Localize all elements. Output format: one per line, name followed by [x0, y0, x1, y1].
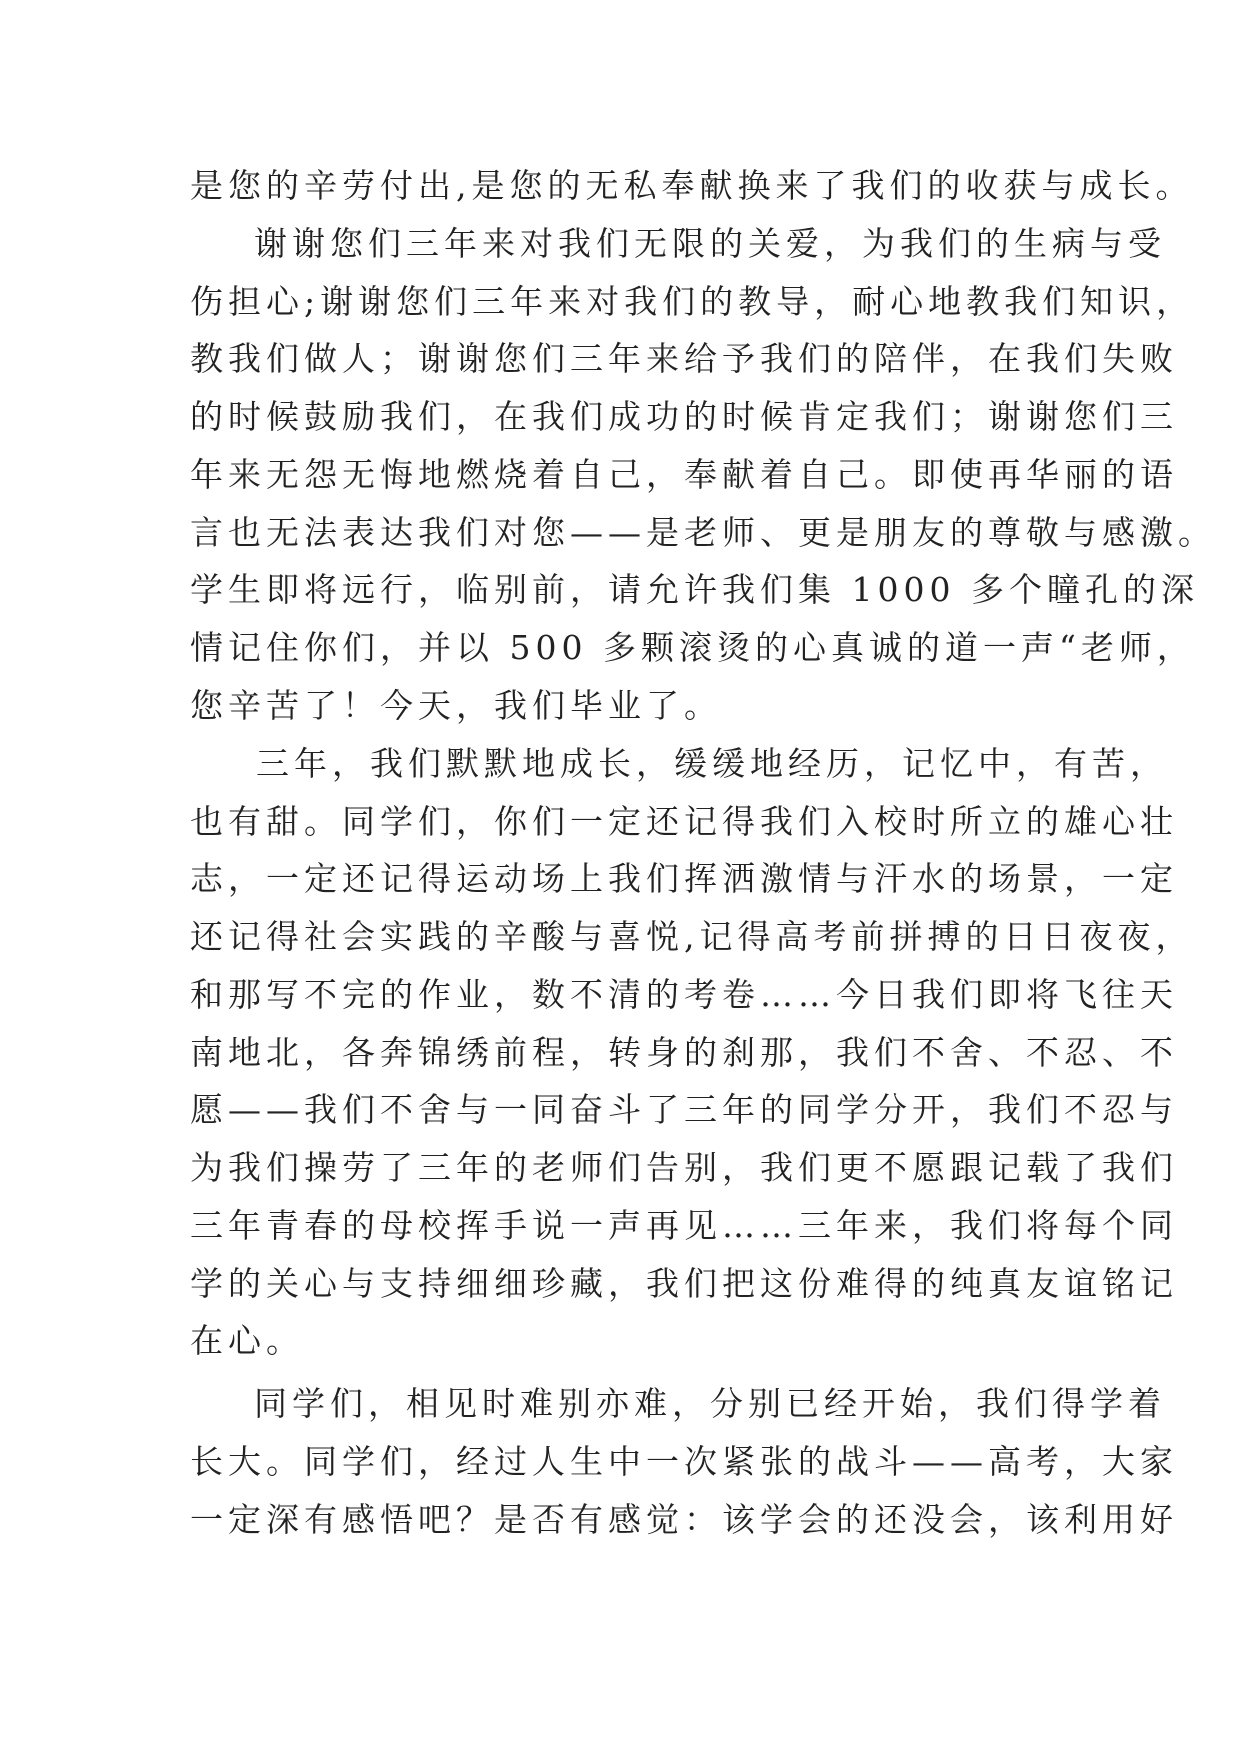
- text-line: 言也无法表达我们对您——是老师、更是朋友的尊敬与感激。: [190, 513, 1216, 552]
- text-line: 谢谢您们三年来对我们无限的关爱，为我们的生病与受: [254, 224, 1166, 263]
- text-line: 学生即将远行，临别前，请允许我们集 1000 多个瞳孔的深: [190, 570, 1199, 609]
- text-line: 还记得社会实践的辛酸与喜悦,记得高考前拼搏的日日夜夜，: [190, 917, 1194, 956]
- text-line: 同学们，相见时难别亦难，分别已经开始，我们得学着: [254, 1384, 1166, 1423]
- text-line: 的时候鼓励我们，在我们成功的时候肯定我们；谢谢您们三: [190, 397, 1178, 436]
- text-line: 南地北，各奔锦绣前程，转身的刹那，我们不舍、不忍、不: [190, 1033, 1178, 1072]
- text-line: 一定深有感悟吧？是否有感觉：该学会的还没会，该利用好: [190, 1500, 1178, 1539]
- text-line: 是您的辛劳付出,是您的无私奉献换来了我们的收获与成长。: [190, 166, 1194, 205]
- text-line: 年来无怨无悔地燃烧着自己，奉献着自己。即使再华丽的语: [190, 455, 1178, 494]
- text-line: 和那写不完的作业，数不清的考卷……今日我们即将飞往天: [190, 975, 1178, 1014]
- text-line: 三年青春的母校挥手说一声再见……三年来，我们将每个同: [190, 1206, 1178, 1245]
- text-line: 情记住你们，并以 500 多颗滚烫的心真诚的道一声“老师，: [190, 628, 1195, 667]
- text-line: 在心。: [190, 1321, 304, 1360]
- text-line: 您辛苦了！今天，我们毕业了。: [190, 686, 722, 725]
- text-line: 为我们操劳了三年的老师们告别，我们更不愿跟记载了我们: [190, 1148, 1178, 1187]
- text-line: 伤担心;谢谢您们三年来对我们的教导，耐心地教我们知识，: [190, 282, 1195, 321]
- text-line: 学的关心与支持细细珍藏，我们把这份难得的纯真友谊铭记: [190, 1264, 1178, 1303]
- text-line: 志，一定还记得运动场上我们挥洒激情与汗水的场景，一定: [190, 859, 1178, 898]
- text-line: 也有甜。同学们，你们一定还记得我们入校时所立的雄心壮: [190, 802, 1178, 841]
- text-line: 愿——我们不舍与一同奋斗了三年的同学分开，我们不忍与: [190, 1090, 1178, 1129]
- text-line: 三年，我们默默地成长，缓缓地经历，记忆中，有苦，: [256, 744, 1168, 783]
- text-line: 教我们做人；谢谢您们三年来给予我们的陪伴，在我们失败: [190, 339, 1178, 378]
- text-line: 长大。同学们，经过人生中一次紧张的战斗——高考，大家: [190, 1442, 1178, 1481]
